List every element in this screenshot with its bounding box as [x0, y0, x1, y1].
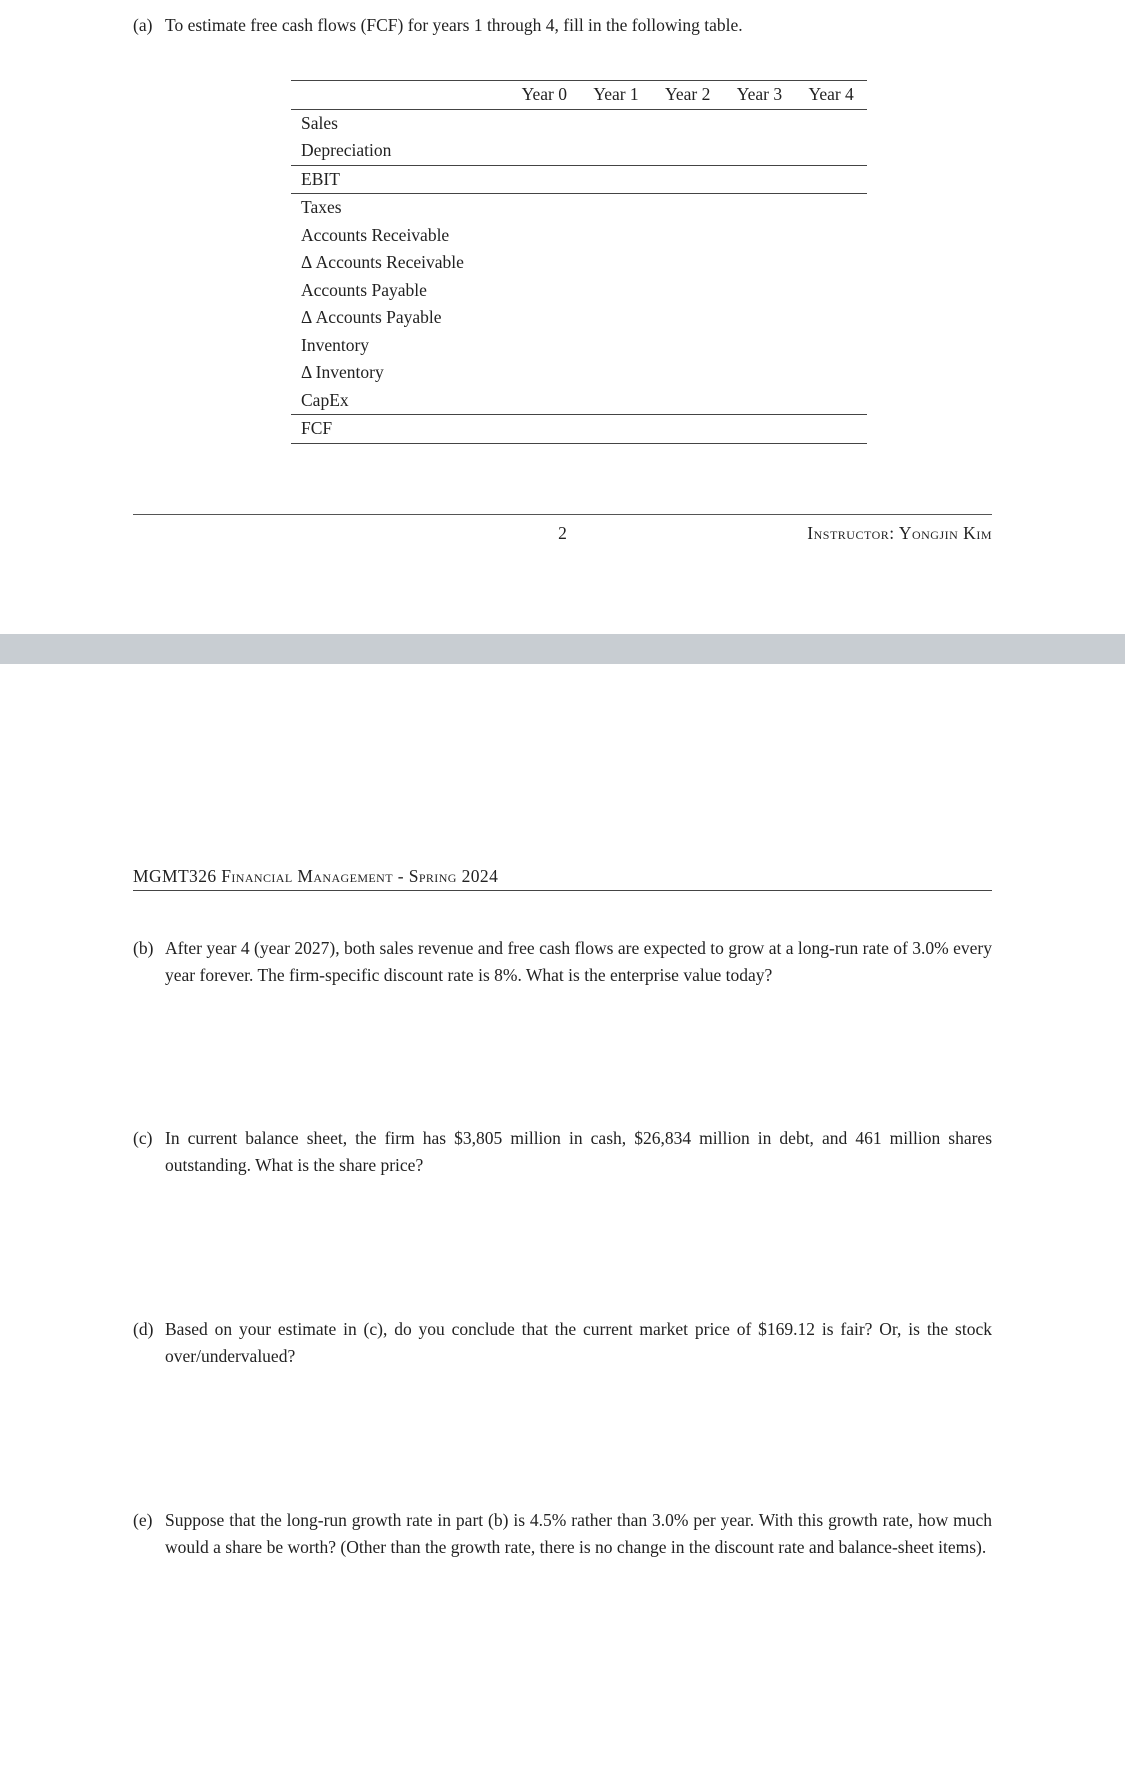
question-c-label: (c) [133, 1128, 153, 1148]
table-row [291, 165, 867, 194]
row-label-sales: Sales [301, 112, 338, 133]
row-label-accounts-payable: Accounts Payable [301, 279, 427, 300]
row-header-spacer [291, 81, 508, 110]
question-b [133, 935, 992, 989]
row-label-ebit: EBIT [301, 168, 340, 189]
table-row [291, 387, 867, 415]
table-row [291, 415, 867, 444]
footer-rule [133, 514, 992, 515]
col-header-year-1: Year 1 [593, 84, 639, 105]
question-c-text: In current balance sheet, the firm has $3,805 million in cash, $26,834 million in debt, and 461 million shares outstanding. What is the share price? [165, 1128, 992, 1175]
row-label-depreciation: Depreciation [301, 140, 392, 161]
page-separator [0, 634, 1125, 664]
question-a-text: To estimate free cash flows (FCF) for years 1 through 4, fill in the following table. [165, 15, 743, 35]
row-label-fcf: FCF [301, 418, 333, 439]
question-e-label: (e) [133, 1510, 153, 1530]
question-d-text: Based on your estimate in (c), do you conclude that the current market price of $169.12 is fair? Or, is the stock over/undervalued? [165, 1319, 992, 1366]
question-a-label: (a) [133, 15, 153, 35]
col-header-year-0: Year 0 [521, 84, 567, 105]
question-d [133, 1316, 992, 1370]
row-label-capex: CapEx [301, 389, 349, 410]
table-header-row [291, 81, 867, 110]
question-a [133, 12, 992, 39]
table-row [291, 137, 867, 165]
row-label-delta-accounts-receivable: Δ Accounts Receivable [301, 252, 464, 273]
question-d-label: (d) [133, 1319, 154, 1339]
course-header: MGMT326 Financial Management - Spring 2024 [133, 863, 992, 891]
question-b-text: After year 4 (year 2027), both sales revenue and free cash flows are expected to grow at a long-run rate of 3.0% every year forever. The firm-specific discount rate is 8%. What is the enterprise value today? [165, 938, 992, 985]
page-number: 2 [558, 523, 567, 543]
col-header-year-3: Year 3 [736, 84, 783, 105]
fcf-table [291, 80, 867, 444]
table-row [291, 304, 867, 332]
table-row [291, 222, 867, 250]
question-e [133, 1507, 992, 1561]
table-row [291, 194, 867, 222]
row-label-inventory: Inventory [301, 334, 370, 355]
row-label-delta-accounts-payable: Δ Accounts Payable [301, 307, 442, 328]
table-row [291, 277, 867, 305]
instructor-name: Instructor: Yongjin Kim [807, 523, 992, 543]
question-c [133, 1125, 992, 1179]
row-label-taxes: Taxes [301, 197, 342, 218]
table-row [291, 249, 867, 277]
row-label-delta-inventory: Δ Inventory [301, 362, 384, 383]
row-label-accounts-receivable: Accounts Receivable [301, 224, 450, 245]
table-row [291, 359, 867, 387]
col-header-year-4: Year 4 [808, 84, 854, 105]
question-e-text: Suppose that the long-run growth rate in part (b) is 4.5% rather than 3.0% per year. With this growth rate, how much would a share be worth? (Other than the growth rate, there is no change in the discount rate and balance-sheet items). [165, 1510, 992, 1557]
question-b-label: (b) [133, 938, 154, 958]
col-header-year-2: Year 2 [665, 84, 711, 105]
table-row [291, 332, 867, 360]
table-row [291, 109, 867, 137]
